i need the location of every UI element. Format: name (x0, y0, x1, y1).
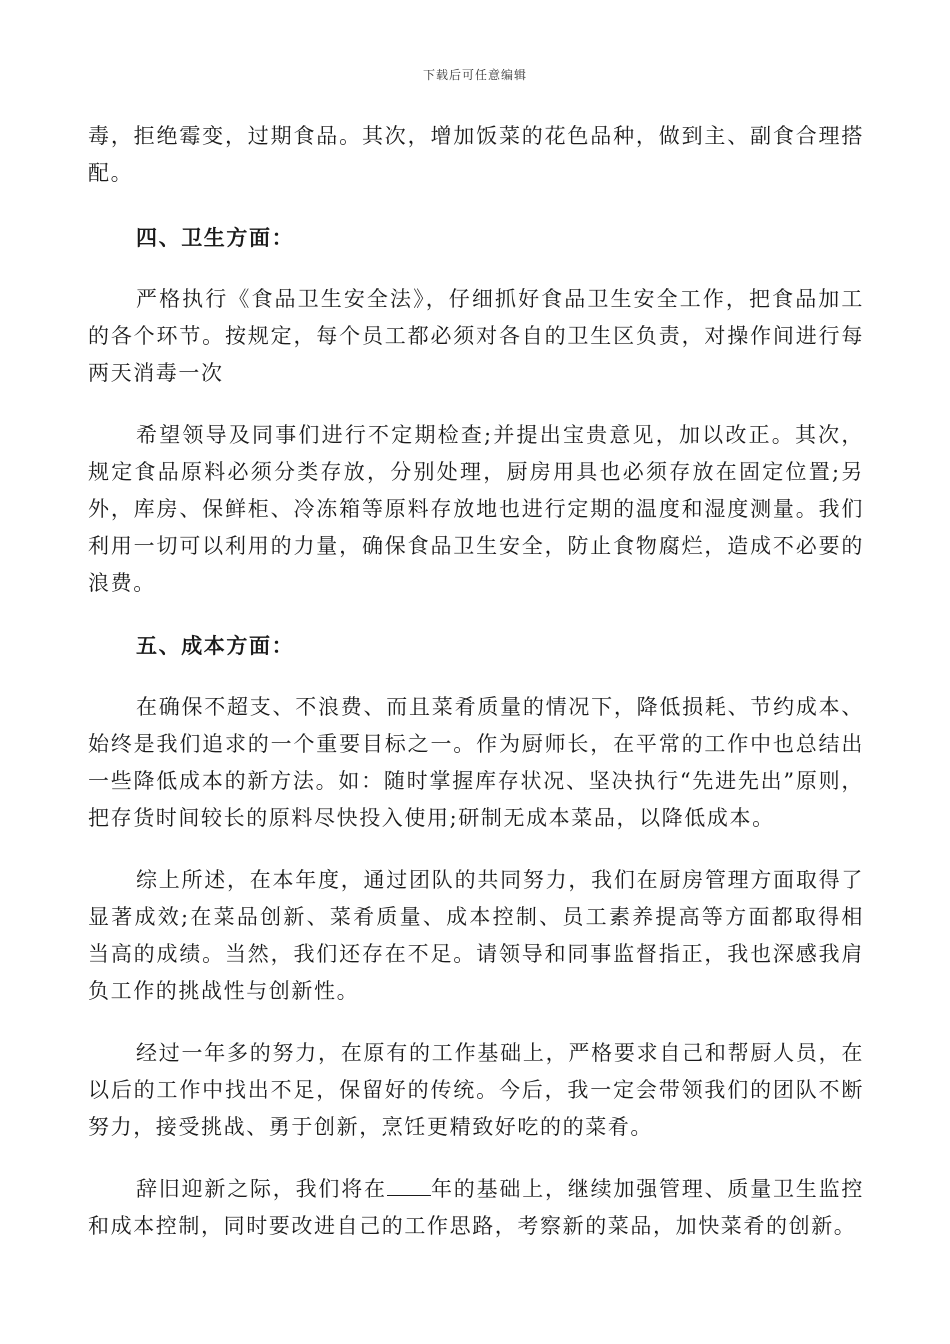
section-heading-hygiene: 四、卫生方面： (136, 225, 295, 250)
year-blank-line (387, 1177, 431, 1196)
paragraph-effort: 经过一年多的努力，在原有的工作基础上，严格要求自己和帮厨人员，在以后的工作中找出不足，保留好的传统。今后，我一定会带领我们的团队不断努力，接受挑战、勇于创新，烹饪更精致好吃的的菜肴。 (88, 1041, 864, 1139)
paragraph-hygiene-law: 严格执行《食品卫生安全法》，仔细抓好食品卫生安全工作，把食品加工的各个环节。按规定，每个员工都必须对各自的卫生区负责，对操作间进行每两天消毒一次 (88, 287, 864, 385)
page-header: 下载后可任意编辑 (422, 68, 527, 82)
section-heading-cost: 五、成本方面： (136, 633, 295, 658)
paragraph-summary: 综上所述，在本年度，通过团队的共同努力，我们在厨房管理方面取得了显著成效;在菜品创新、菜肴质量、成本控制、员工素养提高等方面都取得相当高的成绩。当然，我们还存在不足。请领导和同事监督指正，我也深感我肩负工作的挑战性与创新性。 (88, 868, 864, 1003)
document-body (88, 118, 864, 1270)
paragraph-hygiene-inspection: 希望领导及同事们进行不定期检查;并提出宝贵意见，加以改正。其次，规定食品原料必须分类存放，分别处理，厨房用具也必须存放在固定位置;另外，库房、保鲜柜、冷冻箱等原料存放地也进行定期的温度和湿度测量。我们利用一切可以利用的力量，确保食品卫生安全，防止食物腐烂，造成不必要的浪费。 (88, 423, 864, 595)
paragraph-continuation: 毒，拒绝霉变，过期食品。其次，增加饭菜的花色品种，做到主、副食合理搭配。 (88, 124, 864, 185)
paragraph-cost-reduction: 在确保不超支、不浪费、而且菜肴质量的情况下，降低损耗、节约成本、始终是我们追求的一个重要目标之一。作为厨师长，在平常的工作中也总结出一些降低成本的新方法。如：随时掌握库存状况、坚决执行“先进先出”原则，把存货时间较长的原料尽快投入使用;研制无成本菜品，以降低成本。 (88, 695, 864, 830)
paragraph-new-year-end: 年的基础上，继续加强管理、质量卫生监控和成本控制，同时要改进自己的工作思路，考察新的菜品，加快菜肴的创新。 (88, 1177, 864, 1238)
paragraph-new-year-start: 辞旧迎新之际，我们将在 (136, 1177, 387, 1201)
paragraph-new-year (88, 1171, 864, 1245)
